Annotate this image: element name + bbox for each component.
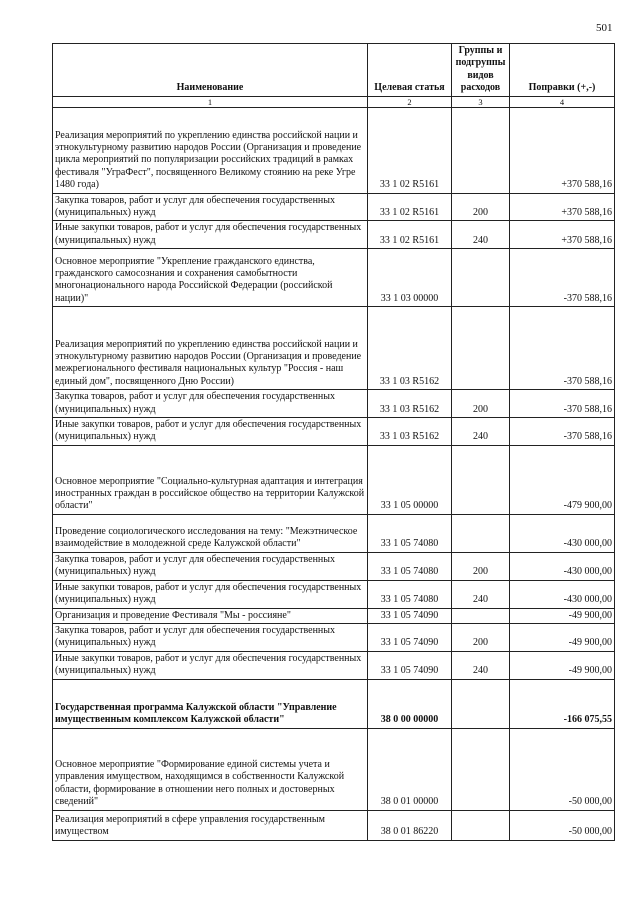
row-amount: -370 588,16 — [510, 307, 615, 390]
table-row — [53, 580, 615, 608]
row-target-article: 33 1 03 R5162 — [368, 418, 452, 446]
row-expense-group — [452, 514, 510, 552]
row-expense-group — [452, 445, 510, 514]
row-target-article: 33 1 05 74090 — [368, 608, 452, 623]
row-target-article: 33 1 02 R5161 — [368, 193, 452, 221]
row-expense-group: 240 — [452, 418, 510, 446]
row-amount: -49 900,00 — [510, 623, 615, 651]
row-expense-group — [452, 810, 510, 840]
row-name: Закупка товаров, работ и услуг для обеспечения государственных (муниципальных) нужд — [53, 552, 368, 580]
row-expense-group: 240 — [452, 580, 510, 608]
row-expense-group: 240 — [452, 221, 510, 249]
row-expense-group — [452, 307, 510, 390]
table-row — [53, 514, 615, 552]
header-group: Группы и подгруппы видов расходов — [452, 44, 510, 97]
row-expense-group: 200 — [452, 193, 510, 221]
row-target-article: 33 1 03 R5162 — [368, 307, 452, 390]
column-number: 2 — [368, 96, 452, 107]
row-expense-group — [452, 679, 510, 728]
row-expense-group: 240 — [452, 651, 510, 679]
table-row — [53, 418, 615, 446]
row-expense-group — [452, 608, 510, 623]
row-amount: +370 588,16 — [510, 193, 615, 221]
row-target-article: 33 1 03 R5162 — [368, 390, 452, 418]
row-name: Закупка товаров, работ и услуг для обеспечения государственных (муниципальных) нужд — [53, 390, 368, 418]
table-header-row — [53, 44, 615, 97]
table-row — [53, 679, 615, 728]
row-amount: -430 000,00 — [510, 514, 615, 552]
row-name: Реализация мероприятий по укреплению единства российской нации и этнокультурному развитию народов России (Организация и проведение межрегионального фестиваля национальных культур "Россия - наш единый дом", посвященного Дню России) — [53, 307, 368, 390]
row-amount: -49 900,00 — [510, 608, 615, 623]
row-expense-group — [452, 249, 510, 307]
row-target-article: 33 1 02 R5161 — [368, 221, 452, 249]
table-row — [53, 390, 615, 418]
row-target-article: 33 1 05 74080 — [368, 580, 452, 608]
row-target-article: 33 1 02 R5161 — [368, 107, 452, 193]
row-target-article: 33 1 03 00000 — [368, 249, 452, 307]
row-target-article: 38 0 01 86220 — [368, 810, 452, 840]
column-number-row — [53, 96, 615, 107]
table-row — [53, 608, 615, 623]
row-name: Основное мероприятие "Социально-культурная адаптация и интеграция иностранных граждан в российское общество на территории Калужской области" — [53, 445, 368, 514]
row-target-article: 33 1 05 74090 — [368, 623, 452, 651]
table-row — [53, 623, 615, 651]
row-name: Организация и проведение Фестиваля "Мы - россияне" — [53, 608, 368, 623]
row-target-article: 33 1 05 00000 — [368, 445, 452, 514]
table-row — [53, 651, 615, 679]
table-row — [53, 307, 615, 390]
row-name: Иные закупки товаров, работ и услуг для обеспечения государственных (муниципальных) нужд — [53, 580, 368, 608]
row-name: Иные закупки товаров, работ и услуг для обеспечения государственных (муниципальных) нужд — [53, 221, 368, 249]
header-amount: Поправки (+,-) — [510, 44, 615, 97]
column-number: 3 — [452, 96, 510, 107]
budget-table — [52, 43, 615, 841]
table-body — [53, 107, 615, 840]
row-amount: -49 900,00 — [510, 651, 615, 679]
row-expense-group: 200 — [452, 623, 510, 651]
row-target-article: 33 1 05 74090 — [368, 651, 452, 679]
table-row — [53, 107, 615, 193]
row-amount: +370 588,16 — [510, 221, 615, 249]
row-amount: -479 900,00 — [510, 445, 615, 514]
table-row — [53, 193, 615, 221]
row-amount: -50 000,00 — [510, 728, 615, 810]
row-name: Основное мероприятие "Укрепление гражданского единства, гражданского самосознания и сохранения самобытности многонационального народа Российской Федерации (российской нации)" — [53, 249, 368, 307]
row-target-article: 33 1 05 74080 — [368, 514, 452, 552]
table-row — [53, 249, 615, 307]
table-row — [53, 445, 615, 514]
row-name: Реализация мероприятий в сфере управления государственным имуществом — [53, 810, 368, 840]
table-row — [53, 728, 615, 810]
row-amount: -50 000,00 — [510, 810, 615, 840]
row-name: Закупка товаров, работ и услуг для обеспечения государственных (муниципальных) нужд — [53, 623, 368, 651]
row-amount: -370 588,16 — [510, 249, 615, 307]
table-row — [53, 552, 615, 580]
row-expense-group — [452, 728, 510, 810]
row-expense-group — [452, 107, 510, 193]
row-name: Закупка товаров, работ и услуг для обеспечения государственных (муниципальных) нужд — [53, 193, 368, 221]
row-target-article: 33 1 05 74080 — [368, 552, 452, 580]
page-number: 501 — [596, 22, 613, 34]
column-number: 4 — [510, 96, 615, 107]
row-amount: -166 075,55 — [510, 679, 615, 728]
row-target-article: 38 0 01 00000 — [368, 728, 452, 810]
row-name: Реализация мероприятий по укреплению единства российской нации и этнокультурному развитию народов России (Организация и проведение цикла мероприятий по популяризации российских традиций в рамках фестиваля "УграФест", посвященного Великому стоянию на реке Угре 1480 года) — [53, 107, 368, 193]
row-amount: -430 000,00 — [510, 552, 615, 580]
row-amount: -370 588,16 — [510, 418, 615, 446]
header-code: Целевая статья — [368, 44, 452, 97]
row-name: Государственная программа Калужской области "Управление имущественным комплексом Калужской области" — [53, 679, 368, 728]
row-name: Основное мероприятие "Формирование единой системы учета и управления имуществом, находящимся в собственности Калужской области, формирование в отношении него полных и достоверных сведений" — [53, 728, 368, 810]
row-amount: -370 588,16 — [510, 390, 615, 418]
table-row — [53, 810, 615, 840]
row-target-article: 38 0 00 00000 — [368, 679, 452, 728]
table-row — [53, 221, 615, 249]
row-expense-group: 200 — [452, 552, 510, 580]
row-name: Проведение социологического исследования на тему: "Межэтническое взаимодействие в молодежной среде Калужской области" — [53, 514, 368, 552]
row-expense-group: 200 — [452, 390, 510, 418]
row-name: Иные закупки товаров, работ и услуг для обеспечения государственных (муниципальных) нужд — [53, 418, 368, 446]
row-amount: -430 000,00 — [510, 580, 615, 608]
header-name: Наименование — [53, 44, 368, 97]
row-name: Иные закупки товаров, работ и услуг для обеспечения государственных (муниципальных) нужд — [53, 651, 368, 679]
row-amount: +370 588,16 — [510, 107, 615, 193]
column-number: 1 — [53, 96, 368, 107]
